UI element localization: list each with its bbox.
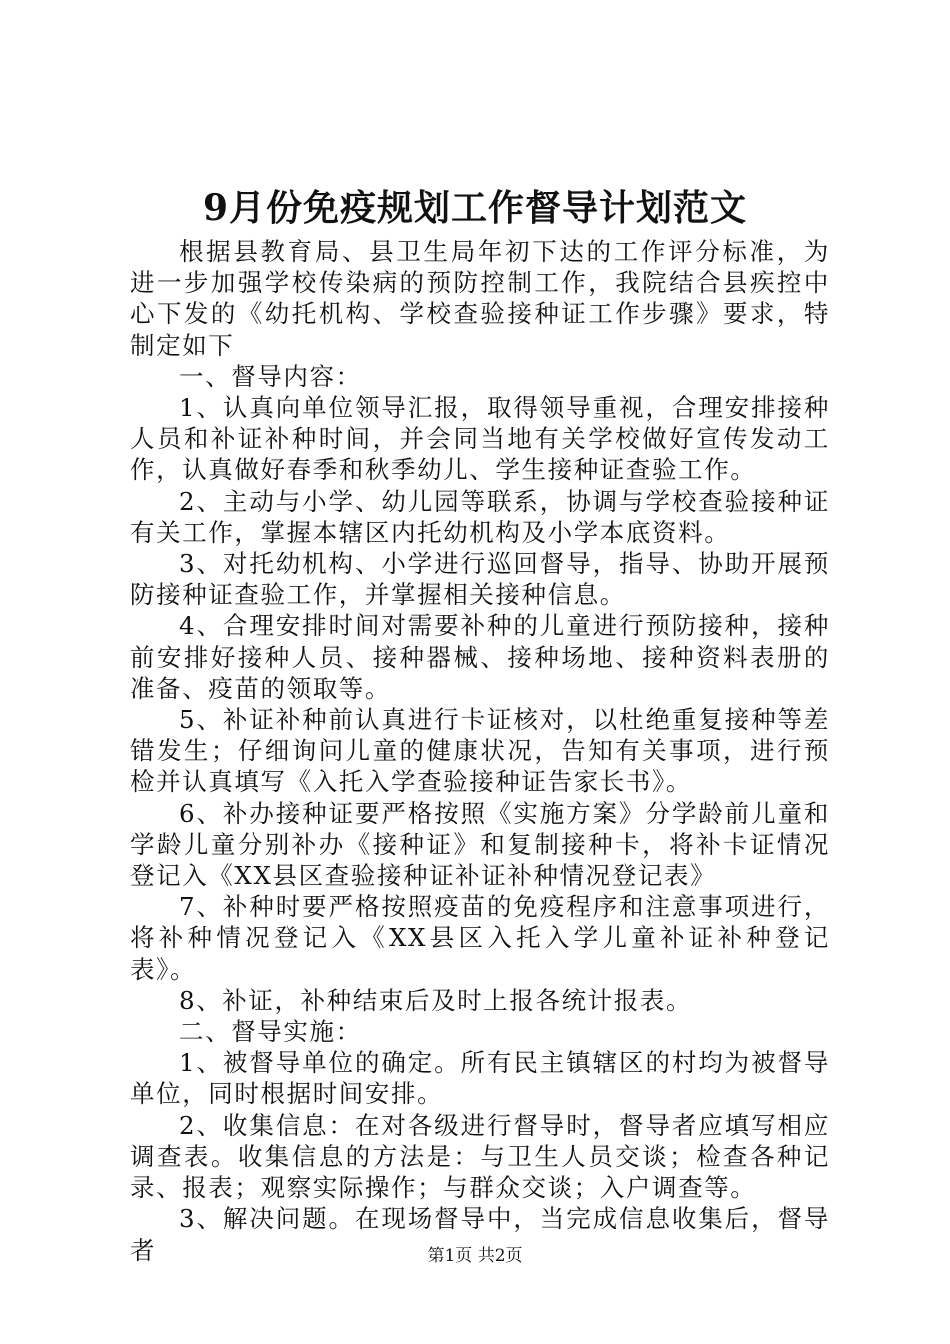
document-title: 9月份免疫规划工作督导计划范文 [202,187,748,229]
paragraph: 3、解决问题。在现场督导中，当完成信息收集后，督导者 [130,1204,830,1265]
paragraph: 7、补种时要严格按照疫苗的免疫程序和注意事项进行，将补种情况登记入《XX县区入托入学儿童补证补种登记表》。 [130,892,830,984]
paragraph: 8、补证，补种结束后及时上报各统计报表。 [179,985,693,1015]
section-heading-1: 一、督导内容： [179,361,362,391]
document-body [130,236,830,1266]
intro-paragraph: 根据县教育局、县卫生局年初下达的工作评分标准，为进一步加强学校传染病的预防控制工作，我院结合县疾控中心下发的《幼托机构、学校查验接种证工作步骤》要求，特制定如下 [130,237,830,360]
paragraph: 2、主动与小学、幼儿园等联系，协调与学校查验接种证有关工作，掌握本辖区内托幼机构及小学本底资料。 [130,486,830,547]
paragraph: 1、被督导单位的确定。所有民主镇辖区的村均为被督导单位，同时根据时间安排。 [130,1048,830,1109]
paragraph: 4、合理安排时间对需要补种的儿童进行预防接种，接种前安排好接种人员、接种器械、接种场地、接种资料表册的准备、疫苗的领取等。 [130,611,830,703]
page-number-footer: 第1页 共2页 [427,1246,523,1266]
paragraph: 2、收集信息：在对各级进行督导时，督导者应填写相应调查表。收集信息的方法是：与卫生人员交谈；检查各种记录、报表；观察实际操作；与群众交谈；入户调查等。 [130,1110,830,1203]
paragraph: 5、补证补种前认真进行卡证核对，以杜绝重复接种等差错发生；仔细询问儿童的健康状况，告知有关事项，进行预检并认真填写《入托入学查验接种证告家长书》。 [130,705,830,797]
paragraph: 3、对托幼机构、小学进行巡回督导，指导、协助开展预防接种证查验工作，并掌握相关接种信息。 [130,549,830,610]
section-heading-2: 二、督导实施： [179,1017,362,1047]
paragraph: 6、补办接种证要严格按照《实施方案》分学龄前儿童和学龄儿童分别补办《接种证》和复制接种卡，将补卡证情况登记入《XX县区查验接种证补证补种情况登记表》 [130,798,830,891]
paragraph: 1、认真向单位领导汇报，取得领导重视，合理安排接种人员和补证补种时间，并会同当地有关学校做好宣传发动工作，认真做好春季和秋季幼儿、学生接种证查验工作。 [130,393,830,485]
